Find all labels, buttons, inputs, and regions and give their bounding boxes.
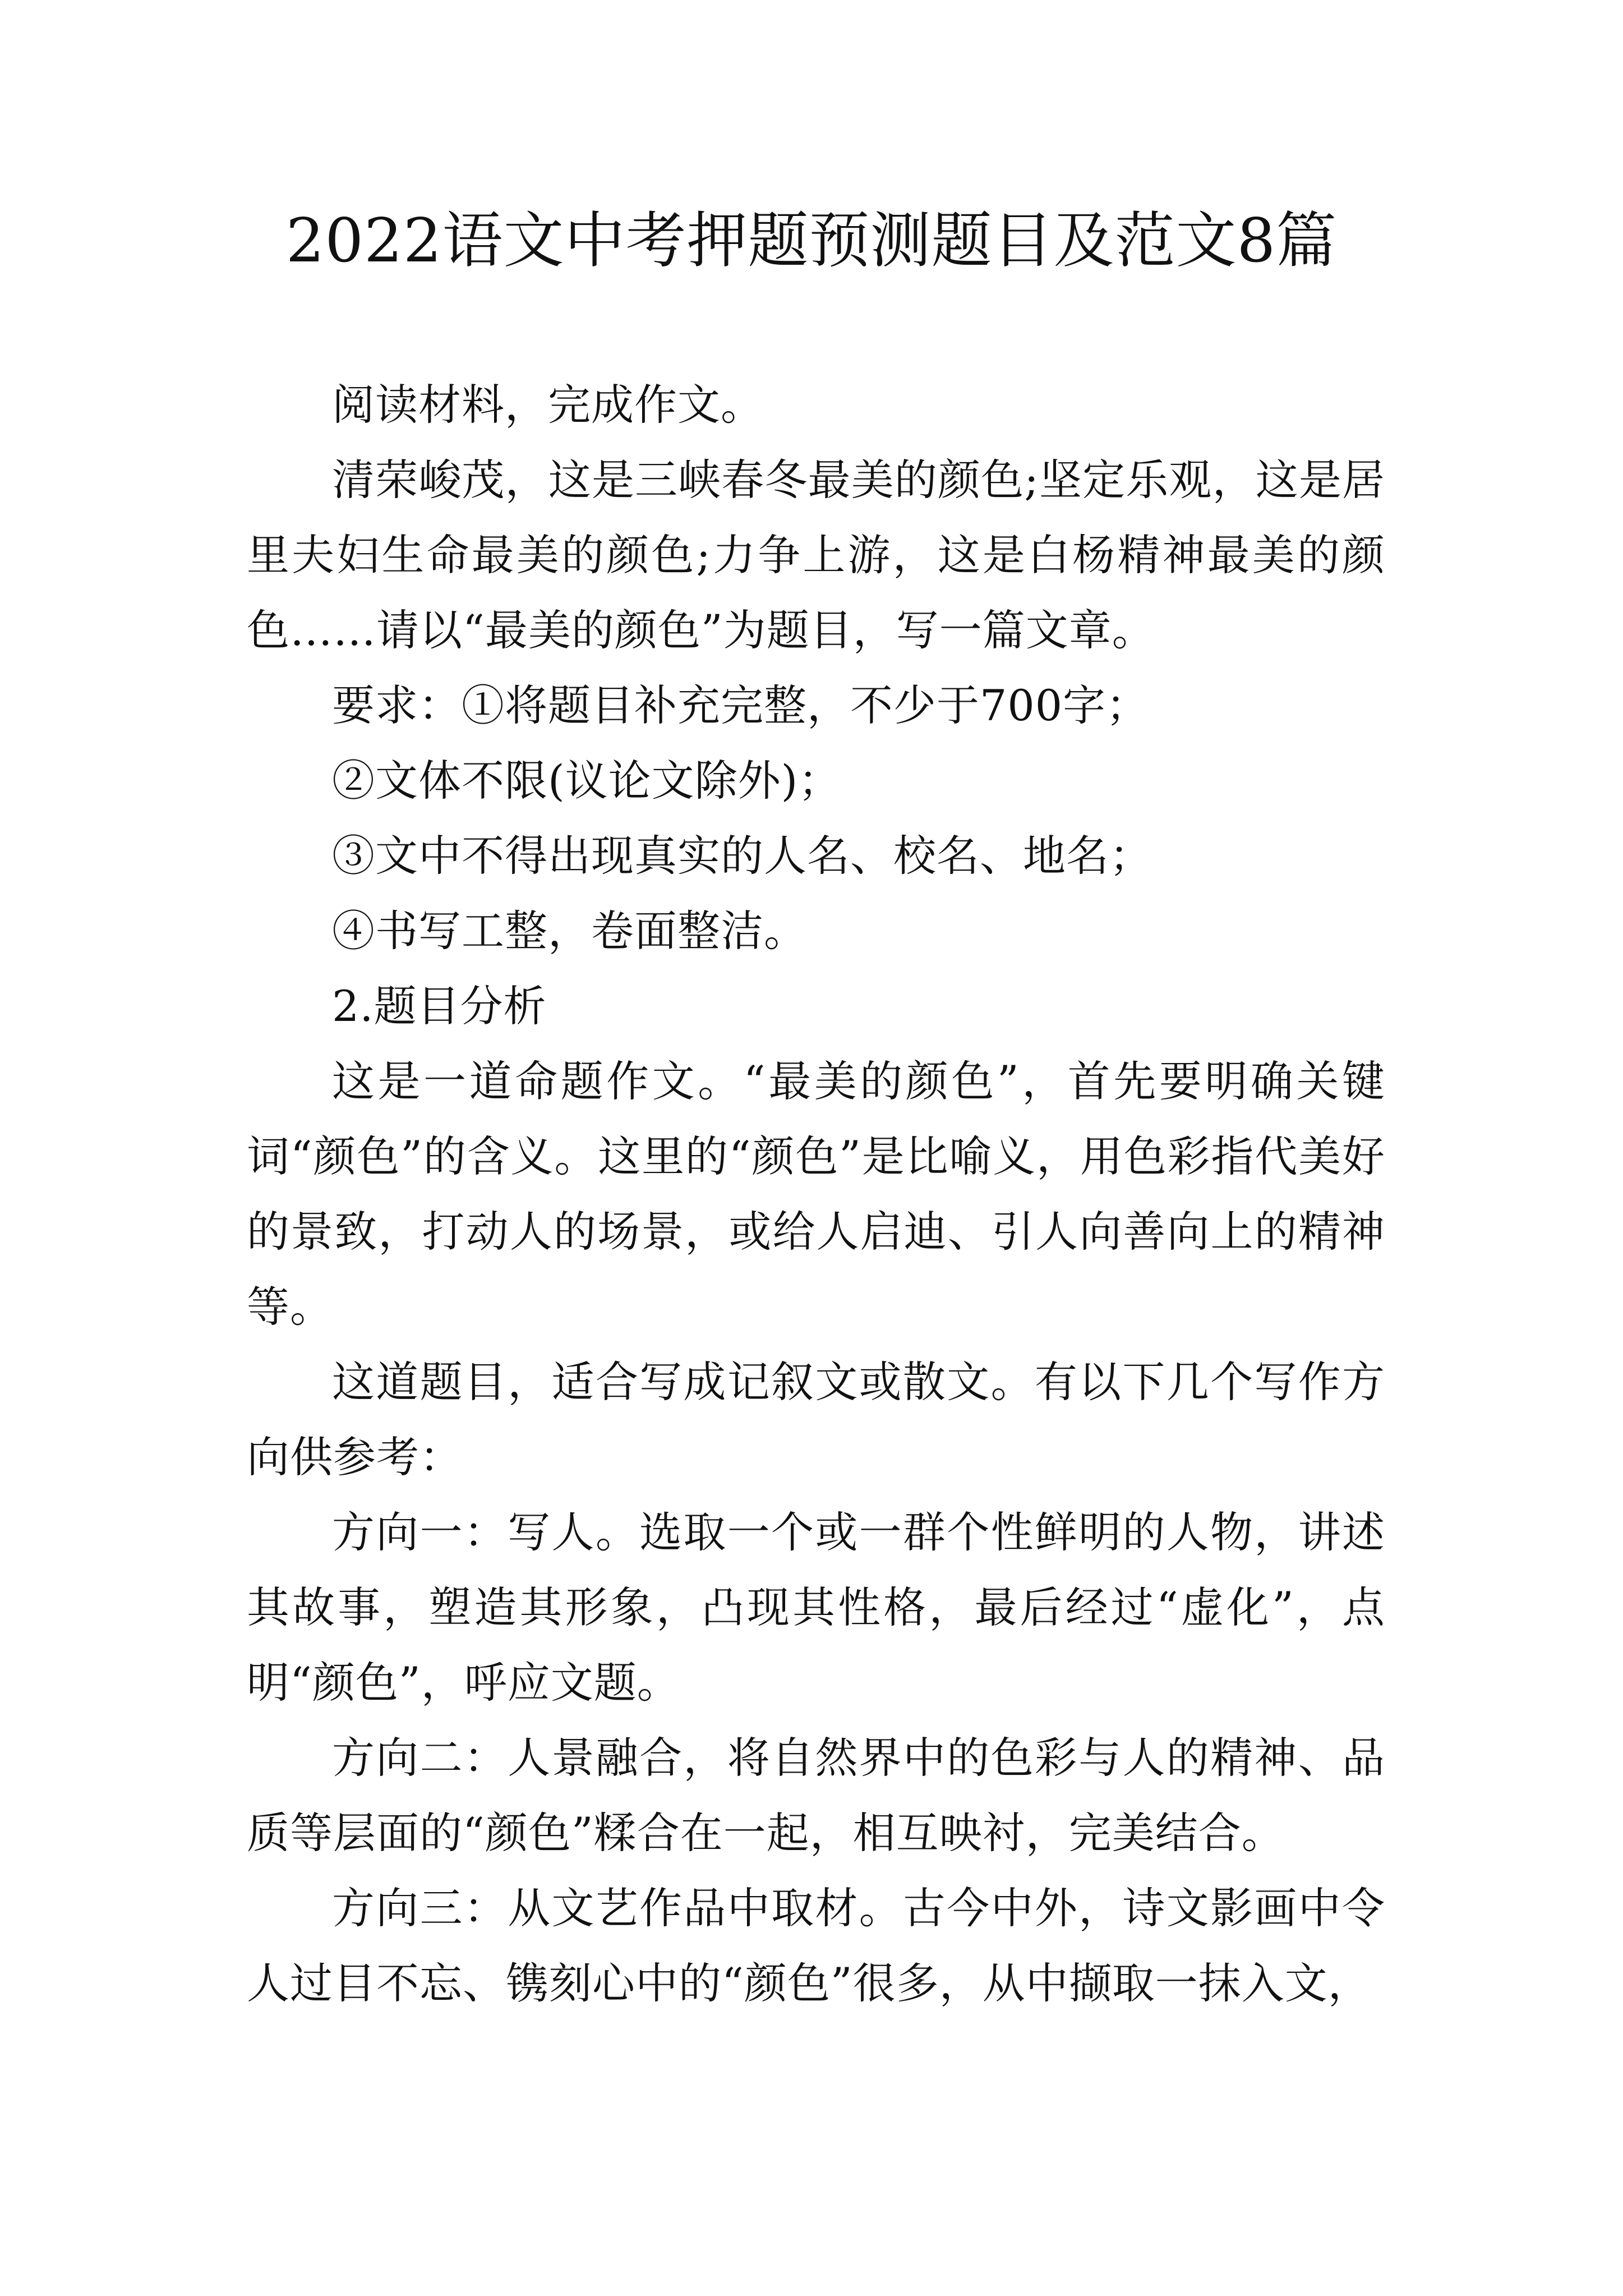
paragraph-requirement-4: ④书写工整，卷面整洁。 <box>332 906 807 956</box>
paragraph-requirement-2: ②文体不限(议论文除外)； <box>332 756 842 806</box>
paragraph-analysis: 这是一道命题作文。“最美的颜色”，首先要明确关键词“颜色”的含义。这里的“颜色”是比喻义，用色彩指代美好的景致，打动人的场景，或给人启迪、引人向善向上的精神等。 <box>247 1056 1385 1332</box>
paragraph-requirement-1: 要求：①将题目补充完整，不少于700字； <box>332 680 1150 730</box>
paragraph-direction-1: 方向一：写人。选取一个或一群个性鲜明的人物，讲述其故事，塑造其形象，凸现其性格，最后经过“虚化”，点明“颜色”，呼应文题。 <box>247 1507 1385 1708</box>
paragraph-direction-2: 方向二：人景融合，将自然界中的色彩与人的精神、品质等层面的“颜色”糅合在一起，相互映衬，完美结合。 <box>247 1733 1385 1858</box>
paragraph-genre: 这道题目，适合写成记叙文或散文。有以下几个写作方向供参考： <box>247 1357 1385 1482</box>
paragraph-requirement-3: ③文中不得出现真实的人名、校名、地名； <box>332 831 1152 881</box>
paragraph-material: 清荣峻茂，这是三峡春冬最美的颜色;坚定乐观，这是居里夫妇生命最美的颜色;力争上游，这是白杨精神最美的颜色……请以“最美的颜色”为题目，写一篇文章。 <box>247 455 1385 655</box>
document-body <box>247 367 1385 2021</box>
paragraph-instruction: 阅读材料，完成作文。 <box>332 380 764 430</box>
section-heading-analysis: 2.题目分析 <box>332 981 547 1031</box>
paragraph-direction-3: 方向三：从文艺作品中取材。古今中外，诗文影画中令人过目不忘、镌刻心中的“颜色”很多，从中撷取一抹入文， <box>247 1883 1385 2008</box>
document-title: 2022语文中考押题预测题目及范文8篇 <box>285 206 1338 276</box>
